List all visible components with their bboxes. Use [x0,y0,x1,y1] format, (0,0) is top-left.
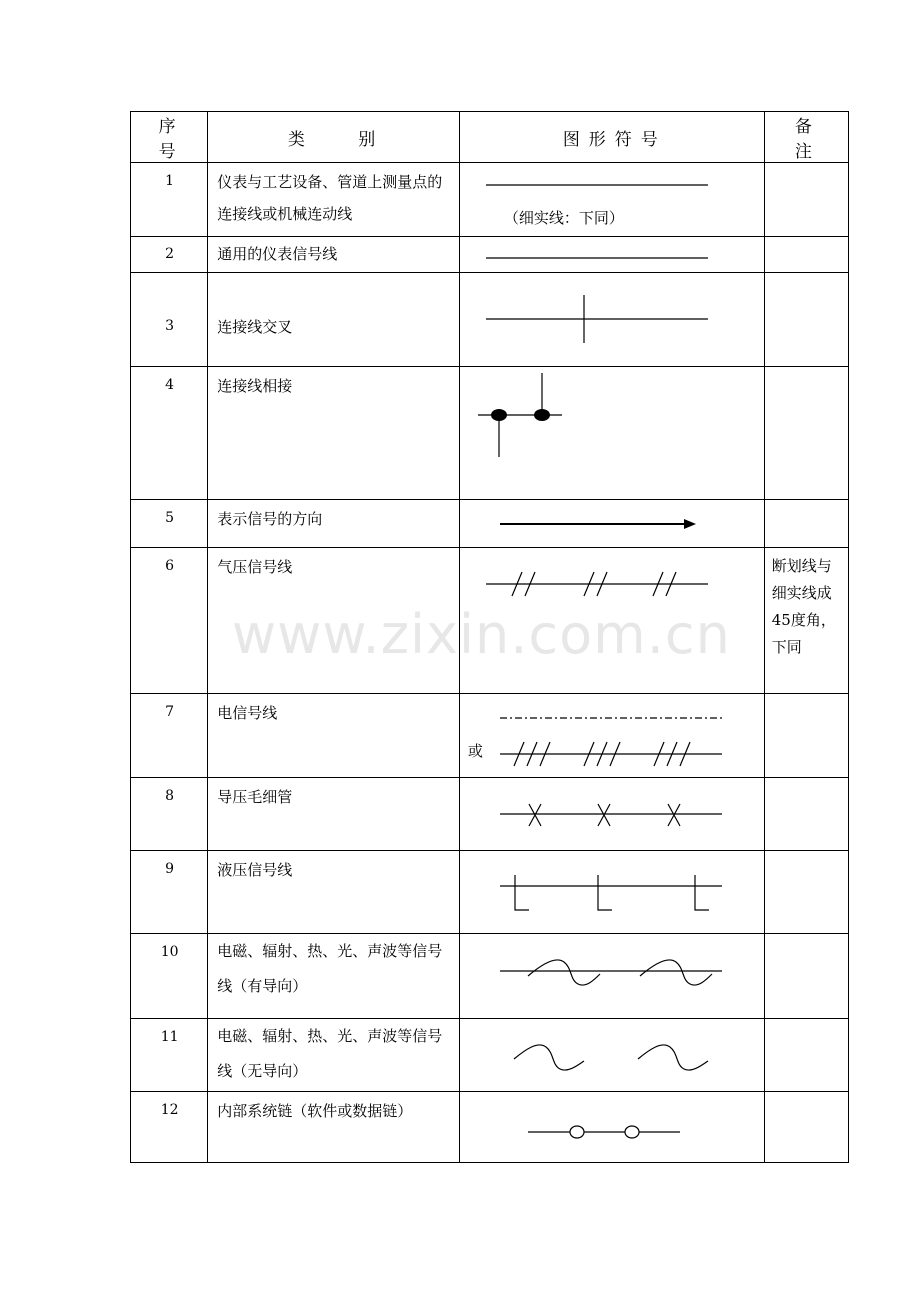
row-number: 5 [165,510,175,526]
row-number: 3 [165,318,175,334]
row-note [765,500,848,505]
table-row [131,500,849,548]
hydraulic-line-icon [460,851,764,933]
table-row [131,163,849,237]
row-note: 断划线与细实线成45度角，下同 [771,557,836,656]
table-row [131,851,849,934]
unguided-wave-line-icon [460,1019,764,1091]
header-note: 备 注 [764,112,848,163]
capillary-line-icon [460,778,764,850]
electric-line-icon [460,694,764,777]
row-category: 内部系统链（软件或数据链） [217,1102,413,1120]
arrow-line-icon [460,500,764,547]
table-row [131,934,849,1019]
row-note [765,163,848,168]
row-number: 10 [160,944,179,960]
row-category: 表示信号的方向 [217,510,323,528]
table-row [131,1019,849,1092]
row-number: 4 [165,377,175,393]
cross-line-icon [460,273,764,366]
header-row [131,112,849,163]
row-number: 12 [160,1102,179,1118]
row-category: 仪表与工艺设备、管道上测量点的连接线或机械连动线 [217,173,443,223]
row-number: 7 [165,704,175,720]
row-number: 6 [165,558,175,574]
table-row [131,273,849,367]
guided-wave-line-icon [460,934,764,1018]
watermark: www.zixin.com.cn [232,603,731,666]
header-category: 类 别 [208,112,460,163]
row-category: 导压毛细管 [217,788,293,806]
table-row [131,367,849,500]
row-number: 11 [160,1029,179,1045]
row-number: 8 [165,788,175,804]
row-note [765,1092,848,1097]
row-category: 气压信号线 [217,558,293,576]
table-row [131,778,849,851]
solid-line-icon [460,237,764,272]
table-row [131,548,849,694]
table-row [131,237,849,273]
row-note [765,367,848,372]
row-note [765,273,848,278]
junction-dots-icon [460,367,764,499]
row-category: 电磁、辐射、热、光、声波等信号线（有导向） [217,942,443,995]
table-row [131,1092,849,1163]
solid-line-icon [460,163,764,236]
software-link-line-icon [460,1092,764,1162]
row-note [765,851,848,856]
row-category: 电磁、辐射、热、光、声波等信号线（无导向） [217,1027,443,1080]
row-number: 2 [165,246,175,262]
symbol-or-label: 或 [467,742,483,760]
row-category: 电信号线 [217,704,278,722]
row-note [765,694,848,699]
table-row [131,694,849,778]
symbol-caption: （细实线：下同） [503,209,624,227]
row-note [765,237,848,242]
row-category: 液压信号线 [217,861,293,879]
row-category: 通用的仪表信号线 [217,245,338,263]
row-note [765,934,848,939]
symbol-table [130,111,849,1163]
row-note [765,1019,848,1024]
row-number: 9 [165,861,175,877]
row-number: 1 [165,173,175,189]
header-symbol: 图形符号 [459,112,764,163]
pneumatic-line-icon [460,548,764,693]
header-no: 序 号 [131,112,208,163]
row-note [765,778,848,783]
row-category: 连接线交叉 [217,318,293,336]
row-category: 连接线相接 [217,377,293,395]
